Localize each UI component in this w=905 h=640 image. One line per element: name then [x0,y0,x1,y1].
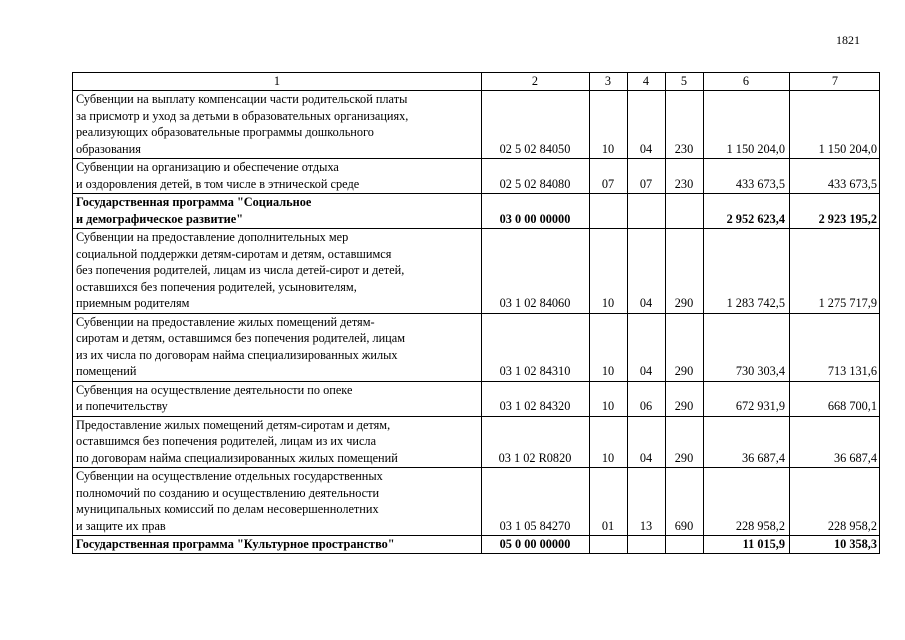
item-description: Субвенции на выплату компенсации части родительской платы за присмотр и уход за детьми в образовательных организациях, реализующих образовательные программы дошкольного образования [76,92,409,156]
code-cell: 03 1 02 84310 [499,364,571,378]
subsection-cell: 04 [639,364,653,378]
expense-type-cell: 230 [674,176,694,191]
expense-type-cell: 230 [674,141,694,156]
section-cell: 10 [601,399,615,413]
amount-year1-cell: 36 687,4 [741,450,785,465]
section-cell: 07 [601,176,615,191]
page-number: 1821 [836,33,860,47]
code-cell: 03 1 02 R0820 [498,450,572,465]
code-cell: 03 0 00 00000 [499,211,571,226]
column-header: 3 [604,74,612,88]
code-cell: 02 5 02 84050 [499,141,571,156]
column-header: 1 [273,74,281,88]
section-cell: 01 [601,518,615,533]
amount-year2-cell: 10 358,3 [833,537,877,551]
amount-year2-cell: 668 700,1 [827,399,877,413]
subsection-cell: 06 [639,399,653,413]
amount-year1-cell: 11 015,9 [742,537,785,551]
code-cell: 03 1 05 84270 [499,518,571,533]
amount-year2-cell: 228 958,2 [827,518,877,533]
column-header: 2 [531,74,539,88]
amount-year2-cell: 1 150 204,0 [818,141,877,156]
expense-type-cell: 690 [674,518,694,533]
column-header: 6 [742,74,750,88]
subsection-cell: 04 [639,450,653,465]
expense-type-cell: 290 [674,450,694,465]
subsection-cell: 04 [639,296,653,310]
item-description: Субвенции на организацию и обеспечение отдыха и оздоровления детей, в том числе в этнической среде [76,160,360,191]
amount-year1-cell: 1 283 742,5 [726,296,785,310]
section-cell: 10 [601,141,615,156]
item-description: Субвенции на осуществление отдельных государственных полномочий по созданию и осуществлению деятельности муниципальных комиссий по делам несовершеннолетних и защите их прав [76,469,383,533]
column-header: 7 [831,74,839,88]
code-cell: 05 0 00 00000 [499,537,571,551]
section-cell: 10 [601,450,615,465]
amount-year1-cell: 1 150 204,0 [726,141,785,156]
section-cell: 10 [601,296,615,310]
expense-type-cell: 290 [674,296,694,310]
amount-year2-cell: 36 687,4 [833,450,877,465]
expense-type-cell: 290 [674,399,694,413]
amount-year1-cell: 730 303,4 [735,364,785,378]
amount-year1-cell: 228 958,2 [735,518,785,533]
subsection-cell: 13 [639,518,653,533]
subsection-cell: 07 [639,176,653,191]
code-cell: 03 1 02 84060 [499,296,571,310]
code-cell: 03 1 02 84320 [499,399,571,413]
amount-year1-cell: 2 952 623,4 [726,211,785,226]
item-description: Предоставление жилых помещений детям-сиротам и детям, оставшимся без попечения родителей, лицам из их числа по договорам найма специализированных жилых помещений [76,417,398,465]
item-description: Субвенция на осуществление деятельности по опеке и попечительству [76,382,353,413]
program-title: Государственная программа "Культурное пространство" [76,537,395,551]
amount-year2-cell: 2 923 195,2 [818,211,877,226]
budget-table [72,72,880,554]
column-header: 4 [642,74,650,88]
amount-year1-cell: 672 931,9 [735,399,785,413]
amount-year1-cell: 433 673,5 [735,176,785,191]
subsection-cell: 04 [639,141,653,156]
amount-year2-cell: 433 673,5 [827,176,877,191]
code-cell: 02 5 02 84080 [499,176,571,191]
program-title: Государственная программа "Социальное и демографическое развитие" [76,195,312,226]
column-header: 5 [680,74,688,88]
amount-year2-cell: 1 275 717,9 [818,296,877,310]
item-description: Субвенции на предоставление жилых помещений детям- сиротам и детям, оставшимся без попечения родителей, лицам из их числа по договорам найма специализированных жилых помещений [76,314,406,378]
amount-year2-cell: 713 131,6 [827,364,877,378]
item-description: Субвенции на предоставление дополнительных мер социальной поддержки детям-сиротам и детям, оставшимся без попечения родителей, лицам из числа детей-сирот и детей, оставшихся без попечения родителей, усыновителям, приемным родителям [76,230,405,310]
expense-type-cell: 290 [674,364,694,378]
section-cell: 10 [601,364,615,378]
